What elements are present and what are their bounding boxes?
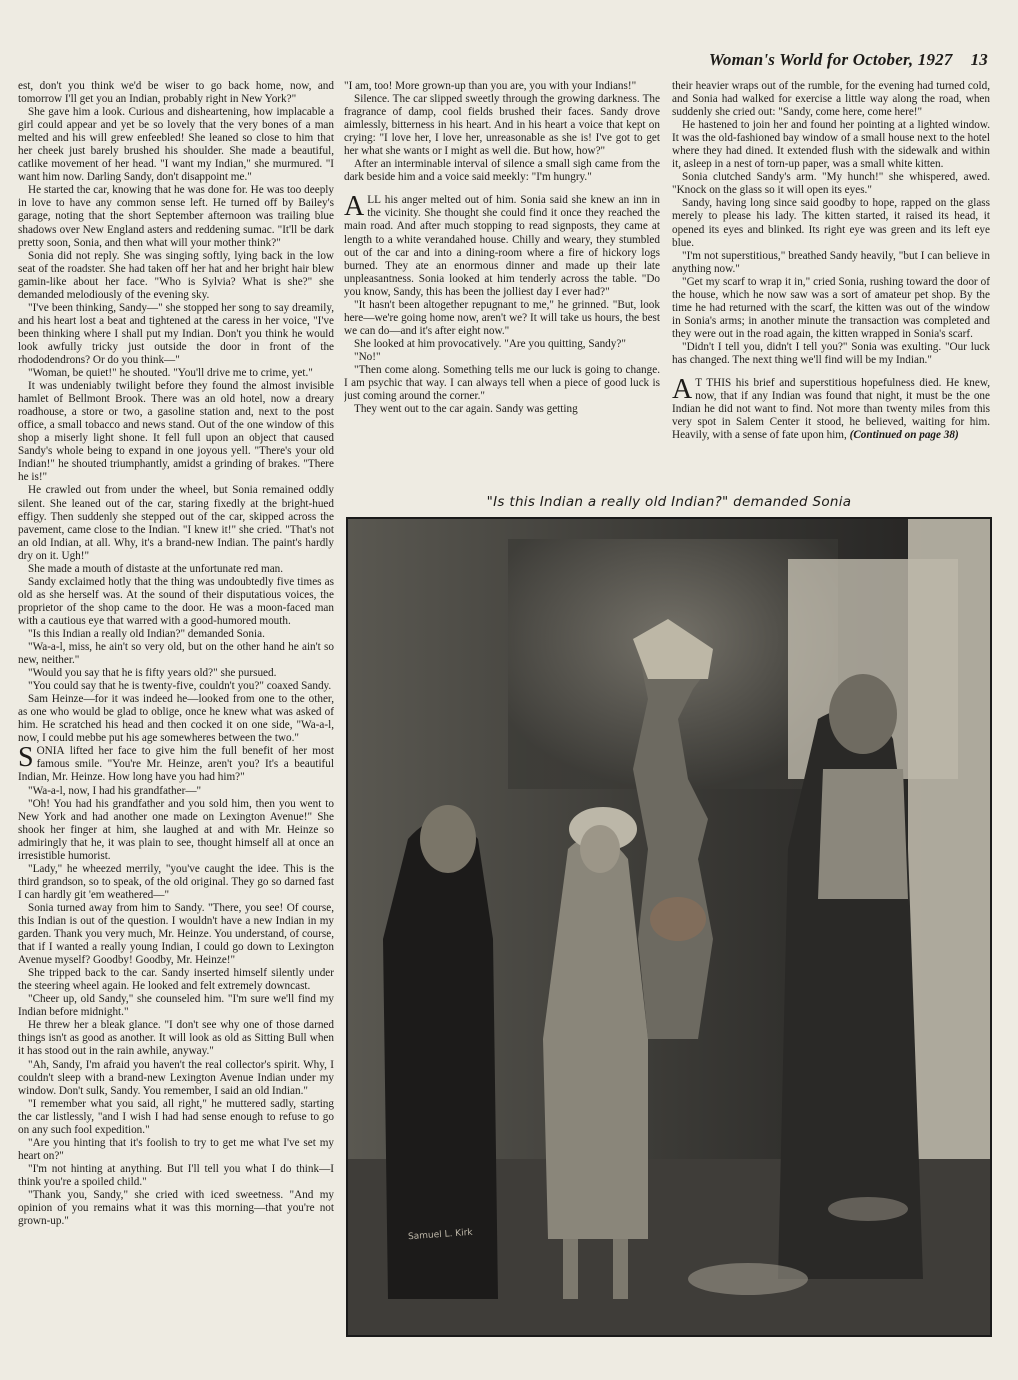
drop-cap: A [344, 191, 365, 223]
paragraph: "No!" [354, 350, 381, 363]
paragraph: Sonia clutched Sandy's arm. "My hunch!" she whispered, awed. "Knock on the glass so it will open its eyes." [672, 171, 990, 197]
paragraph: "Get my scarf to wrap it in," cried Sonia, rushing toward the door of the house, which he now saw was a sort of amateur pet shop. By the time he had returned with the scarf, the kitten was out of the window in Sonia's arms; in another minute the transaction was completed and they were out in the road again, the kitten wrapped in Sonia's scarf. [672, 275, 990, 340]
column-1 [18, 80, 334, 1350]
paragraph: "Woman, be quiet!" he shouted. "You'll drive me to crime, yet." [28, 367, 313, 380]
paragraph: "I am, too! More grown-up than you are, you with your Indians!" [344, 80, 637, 92]
paragraph: "Lady," he wheezed merrily, "you've caught the idee. This is the third grandson, so to speak, of the old original. They go so darned fast I can hardly git 'em weathered—" [18, 862, 334, 901]
paragraph: He crawled out from under the wheel, but Sonia remained oddly silent. She leaned out of the car, staring fixedly at the bright-hued effigy. Then suddenly she stepped out of the car, skipped across the pavement, came close to the Indian. "I knew it!" she cried. "That's not an old Indian, at all. Why, it's a brand-new Indian. The paint's hardly dry on it. Ugh!" [18, 484, 334, 562]
paragraph: "It hasn't been altogether repugnant to me," he grinned. "But, look here—we're going home now, aren't we? It will take us hours, the best we can do—and it's after eight now." [344, 298, 660, 337]
paragraph: He hastened to join her and found her pointing at a lighted window. It was the old-fashioned bay window of a small house next to the hotel where they had dined. It extended flush with the sidewalk and within it, asleep in a nest of torn-up paper, was a small white kitten. [672, 119, 990, 171]
paragraph: their heavier wraps out of the rumble, for the evening had turned cold, and Sonia had walked for exercise a little way along the road, when suddenly she cried out: "Sandy, come here, come here!" [672, 80, 990, 119]
drop-paragraph-at-this: A T THIS his brief and superstitious hopefulness died. He knew, now, that if any Indian was found that night, it must be the one Indian he did not want to find. Not more than twenty miles from this very spot in Salem Center it stood, he believed, waiting for him. Heavily, with a sense of fate upon him, (Continued on page 38) [672, 374, 990, 442]
paragraph: She tripped back to the car. Sandy inserted himself silently under the steering wheel again. He looked and felt extremely downcast. [18, 967, 334, 993]
paragraph: Sandy exclaimed hotly that the thing was undoubtedly five times as old as she herself was. At the sound of their disputatious voices, the proprietor of the shop came to the door. He was a moon-faced man with a cautious eye that warred with a good-humored mouth. [18, 575, 334, 627]
drop-paragraph-sonia: SONIA lifted her face to give him the full benefit of her most famous smile. "You're Mr. Heinze, aren't you? It's a beautiful Indian, Mr. Heinze. How long have you had him?" [18, 742, 334, 784]
magazine-title: Woman's World for October, 1927 [708, 50, 953, 69]
paragraph: "I remember what you said, all right," he muttered sadly, starting the car listlessly, "and I wish I had had sense enough to refuse to go on any such fool expedition." [18, 1097, 334, 1136]
paragraph: After an interminable interval of silence a small sigh came from the dark beside him and a voice said meekly: "I'm hungry." [344, 158, 660, 184]
paragraph: "Would you say that he is fifty years old?" she pursued. [28, 667, 277, 680]
page-number: 13 [970, 50, 988, 69]
paragraph: "I'm not hinting at anything. But I'll tell you what I do think—I think you're a spoiled child." [18, 1162, 334, 1188]
paragraph: "I've been thinking, Sandy—" she stopped her song to say dreamily, and his heart lost a beat and tightened at the caress in her voice, "I've been thinking where I shall put my Indian. Don't you think he would look awfully tricky just outside the door in front of the rhododendrons? Or do you think—" [18, 301, 334, 366]
column-2 [344, 80, 660, 480]
drop-paragraph-all: ALL his anger melted out of him. Sonia said she knew an inn in the vicinity. She thought she could find it once they reached the main road. And after much stopping to read signposts, they came at length to a white verandahed house. Chilly and weary, they stumbled out of the car and into a dining-room where a fire of hickory logs burned. They ate an enormous dinner and made up their late unpleasantness. Sonia looked at him tenderly across the table. "Do you know, Sandy, this has been the jolliest day I ever had?" [344, 191, 660, 298]
story-illustration [346, 517, 992, 1337]
paragraph: It was undeniably twilight before they found the almost invisible hamlet of Bellmont Brook. There was an old hotel, now a dreary roadhouse, a store or two, a gasoline station and, next to the post office, a small tobacco and news stand. Out of the one window of this shop a miserly light shone. It fell full upon an object that caused Sandy's whole being to expand in one joyous yell. "There's your old Indian!" he shouted triumphantly, amidst a grinding of brakes. "There he is!" [18, 380, 334, 484]
paragraph: Silence. The car slipped sweetly through the growing darkness. The fragrance of damp, cool fields brushed their faces. Sandy drove aimlessly, bitterness in his heart. And in his heart a voice that kept on crying: "I love her, I love her, unreasonable as she is! I've got to get her what she wants or I might as well die. But how, how?" [344, 93, 660, 158]
paragraph: Sandy, having long since said goodby to hope, rapped on the glass merely to please his lady. The kitten started, it raised its head, it opened its eyes and blinked. Its right eye was green and its left eye blue. [672, 197, 990, 249]
paragraph: Sonia did not reply. She was singing softly, lying back in the low seat of the roadster. She had taken off her hat and her bright hair blew gamin-like about her face. "Who is Sylvia? What is she?" she demanded melodiously of the evening sky. [18, 249, 334, 301]
paragraph: "Ah, Sandy, I'm afraid you haven't the real collector's spirit. Why, I couldn't sleep with a brand-new Lexington Avenue Indian under my window. Don't sulk, Sandy. You remember, I said an old Indian." [18, 1058, 334, 1097]
paragraph: "Wa-a-l, miss, he ain't so very old, but on the other hand he ain't so new, neither." [18, 641, 334, 667]
column-3 [672, 80, 990, 480]
continued-note: (Continued on page 38) [849, 429, 959, 442]
paragraph: "Are you hinting that it's foolish to try to get me what I've set my heart on?" [18, 1136, 334, 1162]
paragraph: "You could say that he is twenty-five, couldn't you?" coaxed Sandy. [28, 680, 332, 693]
paragraph: They went out to the car again. Sandy was getting [354, 403, 578, 416]
paragraph: est, don't you think we'd be wiser to go back home, now, and tomorrow I'll get you an Indian, probably right in New York?" [18, 80, 334, 106]
paragraph: "Is this Indian a really old Indian?" demanded Sonia. [28, 627, 265, 640]
paragraph: "Oh! You had his grandfather and you sold him, then you went to New York and had another one made on Lexington Avenue!" She shook her finger at him, she laughed at and with Mr. Heinze so admiringly that he, it was plain to see, thought himself all at once an irresistible humorist. [18, 797, 334, 862]
paragraph: She made a mouth of distaste at the unfortunate red man. [28, 562, 284, 575]
paragraph: "Thank you, Sandy," she cried with iced sweetness. "And my opinion of you remains what it was this morning—that you're not grown-up." [18, 1188, 334, 1228]
paragraph: He started the car, knowing that he was done for. He was too deeply in love to have any common sense left. He turned off by Bailey's garage, noting that the short September afternoon was trailing blue shadows over New England asters and reddening sumac. "It'll be dark pretty soon, Sonia, and then what will your mother think?" [18, 184, 334, 249]
paragraph: "Didn't I tell you, didn't I tell you?" Sonia was exulting. "Our luck has changed. The next thing we'll find will be my Indian." [672, 340, 990, 366]
paragraph: Sam Heinze—for it was indeed he—looked from one to the other, as one who would be glad to oblige, once he knew what was asked of him. He scratched his head and then cocked it on one side, "Wa-a-l, now, I could mebbe put his age somewheres between the two." [18, 693, 334, 745]
page-header [709, 50, 988, 70]
paragraph: She gave him a look. Curious and disheartening, how implacable a girl could appear and yet be so lovely that the very bones of a man melted and his will grew enfeebled! She leaned so close to him that her cheek just barely brushed his shoulder. She made a beautiful, catlike movement of her head. "I want my Indian," she murmured. "I want him now. Darling Sandy, don't disappoint me." [18, 106, 334, 184]
paragraph: He threw her a bleak glance. "I don't see why one of those darned things isn't as good as another. It will look as old as Sitting Bull when it has stood out in the rain awhile, anyway." [18, 1019, 334, 1058]
paragraph: "Cheer up, old Sandy," she counseled him. "I'm sure we'll find my Indian before midnight." [18, 993, 334, 1019]
drop-cap: S [18, 742, 34, 774]
paragraph: "Then come along. Something tells me our luck is going to change. I am psychic that way. I can always tell when a piece of good luck is just coming around the corner." [344, 363, 660, 403]
illustration-caption: "Is this Indian a really old Indian?" demanded Sonia [486, 494, 852, 510]
artist-signature: Samuel L. Kirk [407, 1227, 473, 1243]
paragraph: She looked at him provocatively. "Are you quitting, Sandy?" [354, 337, 626, 350]
drop-cap: A [672, 374, 693, 406]
paragraph: "I'm not superstitious," breathed Sandy heavily, "but I can believe in anything now." [672, 249, 990, 275]
illustration-scene [348, 519, 990, 1335]
paragraph: Sonia turned away from him to Sandy. "There, you see! Of course, this Indian is out of the question. I wouldn't have a new Indian in my garden. Thank you very much, Mr. Heinze. You understand, of course, that if I wanted a really young Indian, I could go down to Lexington Avenue myself? Goodby! Goodby, Mr. Heinze!" [18, 901, 334, 967]
paragraph: "Wa-a-l, now, I had his grandfather—" [28, 784, 202, 797]
